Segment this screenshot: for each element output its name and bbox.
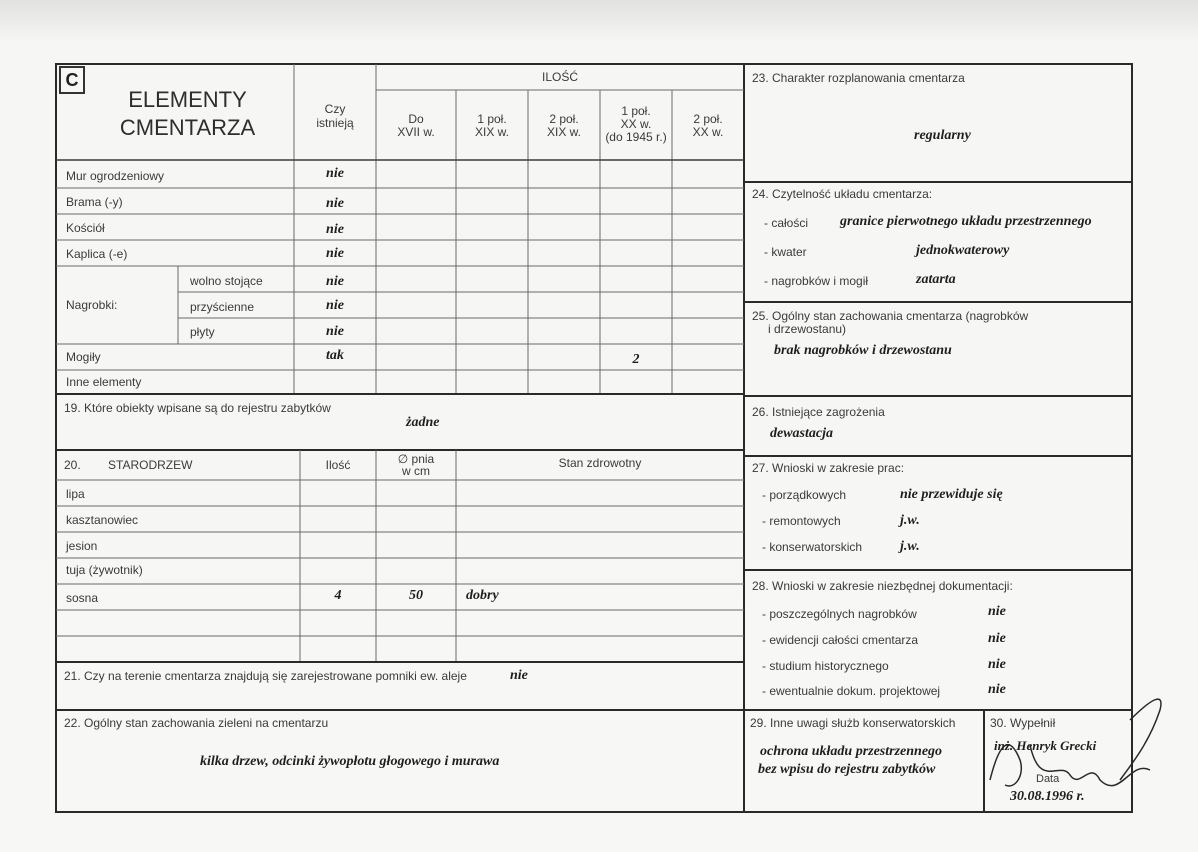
s28-item-3-label: - studium historycznego — [762, 659, 889, 673]
s30-name: inż. Henryk Grecki — [994, 738, 1097, 753]
row-label-kosciol: Kościół — [66, 221, 105, 235]
period-2-line-2: XIX w. — [474, 125, 509, 139]
s24-item-3-value: zatarta — [916, 272, 956, 287]
s24-item-3-label: - nagrobków i mogił — [764, 274, 869, 288]
s23-value: regularny — [914, 128, 971, 143]
s25-value: brak nagrobków i drzewostanu — [774, 343, 952, 358]
row-label-mogily: Mogiły — [66, 350, 101, 364]
s20-title: STARODRZEW — [108, 458, 193, 472]
s30-label: 30. Wypełnił — [990, 716, 1056, 730]
s30-date: 30.08.1996 r. — [1010, 789, 1085, 804]
s20-col-diam-1: ∅ pnia — [397, 452, 435, 466]
s28-item-4-value: nie — [988, 682, 1006, 697]
col-exists-line-2: istnieją — [316, 116, 354, 130]
period-5-line-2: XX w. — [692, 125, 724, 139]
period-3-line-1: 2 poł. — [549, 112, 579, 126]
s28-item-3-value: nie — [988, 657, 1006, 672]
s27-item-3-value: j.w. — [900, 539, 920, 554]
row-value-mogily: tak — [326, 348, 344, 363]
period-4-line-1: 1 poł. — [621, 104, 651, 118]
period-2-line-1: 1 poł. — [477, 112, 507, 126]
row-value-brama: nie — [326, 196, 344, 211]
s19-label: 19. Które obiekty wpisane są do rejestru zabytków — [64, 401, 331, 415]
row-label-wolno-stojace: wolno stojące — [190, 274, 263, 288]
row-value-kosciol: nie — [326, 222, 344, 237]
row-value-przyscienne: nie — [326, 298, 344, 313]
s24-item-1-value: granice pierwotnego układu przestrzennego — [840, 214, 1092, 229]
s25-label-line-2: i drzewostanu) — [768, 322, 847, 336]
row-label-przyscienne: przyścienne — [190, 300, 255, 314]
tree-qty-sosna: 4 — [334, 588, 342, 603]
period-5-line-1: 2 poł. — [693, 112, 723, 126]
tree-name-tuja: tuja (żywotnik) — [66, 563, 143, 577]
col-ilosc: ILOŚĆ — [541, 70, 578, 84]
title-line-2: CMENTARZA — [119, 115, 256, 140]
row-value-plyty: nie — [326, 324, 344, 339]
s28-item-2-label: - ewidencji całości cmentarza — [762, 633, 919, 647]
s20-num: 20. — [64, 458, 81, 472]
tree-name-lipa: lipa — [66, 487, 85, 501]
s24-item-2-label: - kwater — [764, 245, 807, 259]
s20-col-qty: Ilość — [325, 458, 351, 472]
section-letter: C — [59, 66, 85, 94]
s19-value: żadne — [406, 415, 440, 430]
s25-label-line-1: 25. Ogólny stan zachowania cmentarza (nagrobków — [752, 309, 1029, 323]
row-label-mur: Mur ogrodzeniowy — [66, 169, 165, 183]
s20-col-health: Stan zdrowotny — [558, 456, 642, 470]
title-line-1: ELEMENTY — [128, 87, 247, 112]
s29-label: 29. Inne uwagi służb konserwatorskich — [750, 716, 956, 730]
row-value-mur: nie — [326, 166, 344, 181]
row-label-nagrobki: Nagrobki: — [66, 298, 118, 312]
period-4-line-3: (do 1945 r.) — [605, 130, 667, 144]
s28-item-2-value: nie — [988, 631, 1006, 646]
s26-label: 26. Istniejące zagrożenia — [752, 405, 885, 419]
s22-label: 22. Ogólny stan zachowania zieleni na cmentarzu — [64, 716, 329, 730]
row-label-brama: Brama (-y) — [66, 195, 123, 209]
s30-date-label: Data — [1036, 773, 1060, 785]
s29-value-line-1: ochrona układu przestrzennego — [760, 744, 943, 759]
tree-name-kasztanowiec: kasztanowiec — [66, 513, 139, 527]
period-1-line-2: XVII w. — [397, 125, 435, 139]
s27-item-2-label: - remontowych — [762, 514, 841, 528]
s28-item-1-label: - poszczególnych nagrobków — [762, 607, 917, 621]
s23-label: 23. Charakter rozplanowania cmentarza — [752, 71, 965, 85]
s27-label: 27. Wnioski w zakresie prac: — [752, 461, 905, 475]
s24-label: 24. Czytelność układu cmentarza: — [752, 187, 933, 201]
s28-item-1-value: nie — [988, 604, 1006, 619]
tree-name-jesion: jesion — [66, 539, 98, 553]
period-4-line-2: XX w. — [620, 117, 652, 131]
s27-item-2-value: j.w. — [900, 513, 920, 528]
s24-item-1-label: - całości — [764, 216, 809, 230]
row-value-kaplica: nie — [326, 246, 344, 261]
tree-health-sosna: dobry — [466, 588, 499, 603]
col-exists-line-1: Czy — [324, 102, 346, 116]
row-count-mogily: 2 — [632, 352, 640, 367]
s27-item-3-label: - konserwatorskich — [762, 540, 863, 554]
s28-item-4-label: - ewentualnie dokum. projektowej — [762, 684, 941, 698]
s28-label: 28. Wnioski w zakresie niezbędnej dokumentacji: — [752, 579, 1013, 593]
period-1-line-1: Do — [408, 112, 424, 126]
row-label-plyty: płyty — [190, 325, 215, 339]
s27-item-1-label: - porządkowych — [762, 488, 847, 502]
s26-value: dewastacja — [770, 426, 833, 441]
s27-item-1-value: nie przewiduje się — [900, 487, 1003, 502]
s20-col-diam-2: w cm — [402, 464, 430, 478]
s24-item-2-value: jednokwaterowy — [916, 243, 1010, 258]
row-label-inne: Inne elementy — [66, 375, 142, 389]
tree-diam-sosna: 50 — [409, 588, 423, 603]
row-label-kaplica: Kaplica (-e) — [66, 247, 128, 261]
s21-label: 21. Czy na terenie cmentarza znajdują się zarejestrowane pomniki ew. aleje — [64, 669, 467, 683]
s29-value-line-2: bez wpisu do rejestru zabytków — [758, 762, 936, 777]
period-3-line-2: XIX w. — [546, 125, 581, 139]
tree-name-sosna: sosna — [66, 591, 99, 605]
s21-value: nie — [510, 668, 528, 683]
s22-value: kilka drzew, odcinki żywopłotu głogowego i murawa — [200, 754, 500, 769]
row-value-wolno-stojace: nie — [326, 274, 344, 289]
